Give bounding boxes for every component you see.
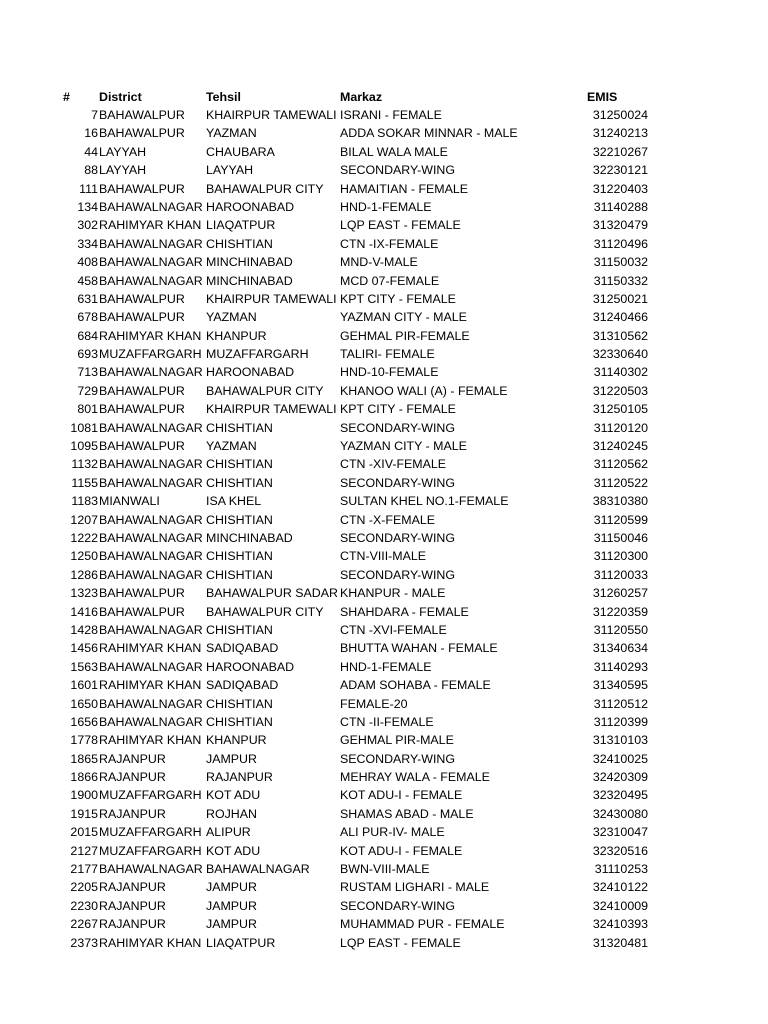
cell-emis: 31220503 bbox=[592, 383, 648, 398]
cell-number: 1915 bbox=[70, 806, 98, 821]
cell-district: MUZAFFARGARH bbox=[99, 347, 202, 362]
cell-markaz: SHAHDARA - FEMALE bbox=[340, 604, 469, 619]
cell-tehsil: KHAIRPUR TAMEWALI bbox=[206, 108, 337, 122]
cell-emis: 32330640 bbox=[592, 347, 648, 362]
table-row bbox=[0, 180, 768, 198]
cell-district: RAHIMYAR KHAN bbox=[99, 935, 202, 950]
table-row bbox=[0, 915, 768, 933]
cell-tehsil: HAROONABAD bbox=[206, 365, 295, 380]
cell-emis: 31120033 bbox=[593, 567, 648, 582]
cell-tehsil: YAZMAN bbox=[206, 126, 257, 141]
cell-markaz: FEMALE-20 bbox=[340, 696, 408, 711]
cell-markaz: KOT ADU-I - FEMALE bbox=[340, 843, 463, 858]
cell-markaz: SECONDARY-WING bbox=[340, 475, 455, 490]
table-row bbox=[0, 768, 768, 786]
cell-number: 2127 bbox=[70, 843, 98, 858]
table-row bbox=[0, 805, 768, 823]
cell-emis: 31110253 bbox=[594, 862, 648, 877]
cell-district: RAJANPUR bbox=[99, 751, 166, 766]
cell-markaz: SECONDARY-WING bbox=[340, 530, 455, 545]
cell-district: RAHIMYAR KHAN bbox=[99, 678, 202, 693]
cell-emis: 31120399 bbox=[593, 714, 648, 729]
cell-number: 2177 bbox=[70, 862, 98, 877]
table-row bbox=[0, 400, 768, 418]
cell-markaz: MCD 07-FEMALE bbox=[340, 273, 440, 288]
cell-emis: 32410122 bbox=[592, 880, 648, 895]
table-row bbox=[0, 658, 768, 676]
cell-tehsil: KOT ADU bbox=[206, 788, 261, 803]
table-body bbox=[0, 106, 768, 952]
table-row bbox=[0, 713, 768, 731]
cell-emis: 31120550 bbox=[593, 622, 648, 637]
cell-markaz: HND-1-FEMALE bbox=[340, 659, 432, 674]
table-row bbox=[0, 566, 768, 584]
table-row bbox=[0, 621, 768, 639]
cell-emis: 31120120 bbox=[593, 420, 648, 435]
cell-markaz: SECONDARY-WING bbox=[340, 163, 455, 178]
cell-markaz: KPT CITY - FEMALE bbox=[340, 402, 456, 417]
cell-emis: 31240245 bbox=[592, 439, 648, 454]
cell-markaz: YAZMAN CITY - MALE bbox=[340, 310, 467, 325]
cell-district: MUZAFFARGARH bbox=[99, 843, 202, 858]
cell-markaz: SECONDARY-WING bbox=[340, 898, 455, 913]
table-row bbox=[0, 363, 768, 381]
cell-tehsil: CHISHTIAN bbox=[206, 622, 273, 637]
cell-markaz: HND-10-FEMALE bbox=[340, 365, 439, 380]
cell-emis: 31120562 bbox=[593, 457, 648, 472]
cell-district: RAHIMYAR KHAN bbox=[99, 328, 202, 343]
cell-markaz: ADDA SOKAR MINNAR - MALE bbox=[340, 126, 518, 141]
cell-number: 713 bbox=[77, 365, 98, 380]
cell-number: 2015 bbox=[70, 825, 98, 840]
cell-tehsil: BAHAWALPUR CITY bbox=[206, 181, 324, 196]
cell-markaz: BWN-VIII-MALE bbox=[340, 862, 430, 877]
cell-emis: 31150332 bbox=[593, 273, 648, 288]
cell-tehsil: JAMPUR bbox=[206, 917, 257, 932]
cell-emis: 31250021 bbox=[592, 291, 648, 306]
table-row bbox=[0, 695, 768, 713]
cell-district: RAHIMYAR KHAN bbox=[99, 641, 202, 656]
cell-tehsil: SADIQABAD bbox=[206, 641, 279, 656]
cell-markaz: MEHRAY WALA - FEMALE bbox=[340, 770, 490, 785]
table-row bbox=[0, 106, 768, 124]
cell-markaz: MND-V-MALE bbox=[340, 255, 418, 270]
header-tehsil: Tehsil bbox=[206, 90, 241, 104]
cell-emis: 32320495 bbox=[592, 788, 648, 803]
cell-district: BAHAWALNAGAR bbox=[99, 420, 203, 435]
cell-emis: 31140293 bbox=[593, 659, 648, 674]
cell-emis: 31260257 bbox=[592, 586, 648, 601]
cell-tehsil: KOT ADU bbox=[206, 843, 261, 858]
cell-markaz: ALI PUR-IV- MALE bbox=[340, 825, 445, 840]
cell-district: BAHAWALPUR bbox=[99, 291, 185, 306]
table-row bbox=[0, 897, 768, 915]
cell-markaz: CTN -XVI-FEMALE bbox=[340, 622, 447, 637]
cell-tehsil: MINCHINABAD bbox=[206, 530, 293, 545]
cell-number: 302 bbox=[77, 218, 98, 233]
cell-emis: 31120512 bbox=[593, 696, 648, 711]
cell-tehsil: MUZAFFARGARH bbox=[206, 347, 309, 362]
cell-markaz: CTN -XIV-FEMALE bbox=[340, 457, 447, 472]
cell-markaz: GEHMAL PIR-MALE bbox=[340, 733, 454, 748]
table-row bbox=[0, 419, 768, 437]
table-row bbox=[0, 529, 768, 547]
cell-district: BAHAWALPUR bbox=[99, 108, 185, 122]
cell-number: 1656 bbox=[70, 714, 98, 729]
cell-tehsil: CHISHTIAN bbox=[206, 696, 273, 711]
cell-district: BAHAWALNAGAR bbox=[99, 457, 203, 472]
cell-markaz: SECONDARY-WING bbox=[340, 751, 455, 766]
cell-tehsil: RAJANPUR bbox=[206, 770, 273, 785]
cell-emis: 32230121 bbox=[592, 163, 648, 178]
cell-markaz: KHANOO WALI (A) - FEMALE bbox=[340, 383, 508, 398]
cell-district: BAHAWALNAGAR bbox=[99, 714, 203, 729]
table-row bbox=[0, 198, 768, 216]
cell-district: LAYYAH bbox=[99, 144, 147, 159]
cell-emis: 31310562 bbox=[592, 328, 648, 343]
cell-number: 1428 bbox=[70, 622, 98, 637]
cell-district: LAYYAH bbox=[99, 163, 147, 178]
table-row bbox=[0, 492, 768, 510]
cell-number: 16 bbox=[84, 126, 98, 141]
table-row bbox=[0, 455, 768, 473]
cell-district: BAHAWALNAGAR bbox=[99, 255, 203, 270]
cell-emis: 31220403 bbox=[592, 181, 648, 196]
cell-number: 111 bbox=[79, 181, 98, 196]
cell-number: 1222 bbox=[70, 530, 98, 545]
cell-number: 1155 bbox=[71, 475, 98, 490]
cell-district: BAHAWALPUR bbox=[99, 439, 185, 454]
cell-district: BAHAWALPUR bbox=[99, 604, 185, 619]
cell-district: BAHAWALNAGAR bbox=[99, 365, 203, 380]
cell-markaz: BILAL WALA MALE bbox=[340, 144, 448, 159]
cell-emis: 31120599 bbox=[593, 512, 648, 527]
cell-number: 678 bbox=[77, 310, 98, 325]
cell-district: MUZAFFARGARH bbox=[99, 825, 202, 840]
header-district: District bbox=[99, 90, 142, 104]
cell-emis: 31140288 bbox=[593, 199, 648, 214]
cell-number: 408 bbox=[77, 255, 98, 270]
cell-emis: 32410025 bbox=[592, 751, 648, 766]
cell-district: BAHAWALNAGAR bbox=[99, 862, 203, 877]
table-row bbox=[0, 511, 768, 529]
cell-number: 1081 bbox=[70, 420, 98, 435]
table-row bbox=[0, 860, 768, 878]
header-number: # bbox=[63, 90, 70, 104]
cell-district: BAHAWALNAGAR bbox=[99, 199, 203, 214]
cell-tehsil: CHISHTIAN bbox=[206, 567, 273, 582]
cell-number: 1416 bbox=[70, 604, 98, 619]
cell-district: MUZAFFARGARH bbox=[99, 788, 202, 803]
cell-number: 1456 bbox=[70, 641, 98, 656]
table-row bbox=[0, 842, 768, 860]
cell-number: 1095 bbox=[70, 439, 98, 454]
cell-markaz: CTN -X-FEMALE bbox=[340, 512, 435, 527]
cell-number: 684 bbox=[77, 328, 98, 343]
table-row bbox=[0, 639, 768, 657]
cell-emis: 32210267 bbox=[592, 144, 648, 159]
table-row bbox=[0, 437, 768, 455]
table-row bbox=[0, 161, 768, 179]
cell-emis: 31320481 bbox=[592, 935, 648, 950]
cell-district: RAJANPUR bbox=[99, 806, 166, 821]
cell-markaz: ADAM SOHABA - FEMALE bbox=[340, 678, 491, 693]
cell-number: 1183 bbox=[71, 494, 98, 509]
table-row bbox=[0, 124, 768, 142]
cell-district: RAJANPUR bbox=[99, 880, 166, 895]
cell-tehsil: HAROONABAD bbox=[206, 659, 295, 674]
cell-district: BAHAWALNAGAR bbox=[99, 622, 203, 637]
table-row bbox=[0, 216, 768, 234]
cell-district: BAHAWALNAGAR bbox=[99, 236, 203, 251]
cell-district: BAHAWALPUR bbox=[99, 181, 185, 196]
cell-tehsil: ISA KHEL bbox=[206, 494, 262, 509]
cell-number: 1323 bbox=[70, 586, 98, 601]
cell-number: 134 bbox=[77, 199, 98, 214]
cell-emis: 31120300 bbox=[593, 549, 648, 564]
cell-emis: 31340634 bbox=[592, 641, 648, 656]
cell-emis: 31150032 bbox=[593, 255, 648, 270]
cell-tehsil: YAZMAN bbox=[206, 310, 257, 325]
cell-tehsil: MINCHINABAD bbox=[206, 255, 293, 270]
cell-markaz: CTN -IX-FEMALE bbox=[340, 236, 439, 251]
cell-markaz: KHANPUR - MALE bbox=[340, 586, 446, 601]
cell-district: BAHAWALPUR bbox=[99, 126, 185, 141]
cell-emis: 31310103 bbox=[592, 733, 648, 748]
table-row bbox=[0, 474, 768, 492]
cell-markaz: GEHMAL PIR-FEMALE bbox=[340, 328, 470, 343]
cell-tehsil: YAZMAN bbox=[206, 439, 257, 454]
cell-number: 1132 bbox=[71, 457, 98, 472]
cell-emis: 31120496 bbox=[593, 236, 648, 251]
cell-number: 1207 bbox=[70, 512, 98, 527]
cell-district: BAHAWALPUR bbox=[99, 402, 185, 417]
table-row bbox=[0, 327, 768, 345]
cell-district: BAHAWALNAGAR bbox=[99, 567, 203, 582]
cell-district: BAHAWALPUR bbox=[99, 586, 185, 601]
cell-tehsil: KHANPUR bbox=[206, 733, 267, 748]
cell-markaz: LQP EAST - FEMALE bbox=[340, 935, 461, 950]
cell-emis: 32410393 bbox=[592, 917, 648, 932]
cell-tehsil: BAHAWALPUR CITY bbox=[206, 383, 324, 398]
cell-number: 693 bbox=[77, 347, 98, 362]
table-row bbox=[0, 676, 768, 694]
cell-markaz: CTN-VIII-MALE bbox=[340, 549, 427, 564]
cell-markaz: SECONDARY-WING bbox=[340, 420, 455, 435]
table-row bbox=[0, 143, 768, 161]
cell-emis: 32420309 bbox=[592, 770, 648, 785]
cell-number: 1286 bbox=[70, 567, 98, 582]
cell-emis: 31320479 bbox=[592, 218, 648, 233]
table-row bbox=[0, 750, 768, 768]
cell-tehsil: HAROONABAD bbox=[206, 199, 295, 214]
cell-number: 7 bbox=[91, 108, 98, 122]
cell-district: BAHAWALNAGAR bbox=[99, 512, 203, 527]
cell-tehsil: CHISHTIAN bbox=[206, 549, 273, 564]
cell-tehsil: KHAIRPUR TAMEWALI bbox=[206, 402, 337, 417]
cell-markaz: BHUTTA WAHAN - FEMALE bbox=[340, 641, 498, 656]
cell-number: 631 bbox=[77, 291, 98, 306]
cell-district: BAHAWALPUR bbox=[99, 383, 185, 398]
table-header-row bbox=[0, 88, 768, 106]
cell-markaz: SULTAN KHEL NO.1-FEMALE bbox=[340, 494, 509, 509]
cell-tehsil: CHISHTIAN bbox=[206, 457, 273, 472]
cell-tehsil: ALIPUR bbox=[206, 825, 251, 840]
cell-emis: 32320516 bbox=[592, 843, 648, 858]
cell-markaz: SECONDARY-WING bbox=[340, 567, 455, 582]
table-row bbox=[0, 382, 768, 400]
table-row bbox=[0, 934, 768, 952]
cell-emis: 31250024 bbox=[592, 108, 648, 122]
cell-tehsil: JAMPUR bbox=[206, 751, 257, 766]
cell-tehsil: CHISHTIAN bbox=[206, 420, 273, 435]
cell-tehsil: CHISHTIAN bbox=[206, 512, 273, 527]
cell-district: RAJANPUR bbox=[99, 917, 166, 932]
cell-markaz: MUHAMMAD PUR - FEMALE bbox=[340, 917, 505, 932]
table-row bbox=[0, 584, 768, 602]
cell-district: RAHIMYAR KHAN bbox=[99, 218, 202, 233]
table-row bbox=[0, 308, 768, 326]
cell-tehsil: LIAQATPUR bbox=[206, 218, 276, 233]
cell-emis: 38310380 bbox=[592, 494, 648, 509]
cell-number: 2230 bbox=[70, 898, 98, 913]
cell-tehsil: CHISHTIAN bbox=[206, 236, 273, 251]
cell-emis: 31250105 bbox=[592, 402, 648, 417]
table-row bbox=[0, 878, 768, 896]
cell-number: 44 bbox=[84, 144, 98, 159]
cell-tehsil: KHANPUR bbox=[206, 328, 267, 343]
cell-district: RAJANPUR bbox=[99, 898, 166, 913]
header-emis: EMIS bbox=[587, 90, 618, 104]
cell-tehsil: ROJHAN bbox=[206, 806, 257, 821]
cell-emis: 32430080 bbox=[592, 806, 648, 821]
cell-markaz: CTN -II-FEMALE bbox=[340, 714, 434, 729]
cell-district: BAHAWALNAGAR bbox=[99, 530, 203, 545]
cell-tehsil: LIAQATPUR bbox=[206, 935, 276, 950]
table-row bbox=[0, 603, 768, 621]
cell-number: 88 bbox=[84, 163, 98, 178]
cell-number: 1250 bbox=[70, 549, 98, 564]
cell-number: 1865 bbox=[70, 751, 98, 766]
table-row bbox=[0, 823, 768, 841]
cell-tehsil: BAHAWALPUR SADAR bbox=[206, 586, 338, 601]
cell-district: BAHAWALNAGAR bbox=[99, 549, 203, 564]
table-row bbox=[0, 547, 768, 565]
cell-district: BAHAWALNAGAR bbox=[99, 475, 203, 490]
cell-number: 801 bbox=[77, 402, 98, 417]
cell-emis: 31240213 bbox=[592, 126, 648, 141]
cell-markaz: KOT ADU-I - FEMALE bbox=[340, 788, 463, 803]
cell-district: BAHAWALNAGAR bbox=[99, 696, 203, 711]
cell-number: 1601 bbox=[70, 678, 98, 693]
table-row bbox=[0, 786, 768, 804]
table-row bbox=[0, 253, 768, 271]
spreadsheet-table bbox=[0, 88, 768, 952]
cell-markaz: SHAMAS ABAD - MALE bbox=[340, 806, 474, 821]
cell-emis: 31340595 bbox=[592, 678, 648, 693]
cell-tehsil: SADIQABAD bbox=[206, 678, 279, 693]
cell-markaz: HAMAITIAN - FEMALE bbox=[340, 181, 469, 196]
cell-tehsil: KHAIRPUR TAMEWALI bbox=[206, 291, 337, 306]
cell-number: 2267 bbox=[70, 917, 98, 932]
table-row bbox=[0, 290, 768, 308]
cell-markaz: HND-1-FEMALE bbox=[340, 199, 432, 214]
cell-district: BAHAWALPUR bbox=[99, 310, 185, 325]
table-row bbox=[0, 272, 768, 290]
cell-emis: 31140302 bbox=[593, 365, 648, 380]
cell-emis: 32310047 bbox=[592, 825, 648, 840]
cell-tehsil: CHISHTIAN bbox=[206, 475, 273, 490]
table-row bbox=[0, 731, 768, 749]
cell-emis: 31150046 bbox=[593, 530, 648, 545]
cell-markaz: RUSTAM LIGHARI - MALE bbox=[340, 880, 490, 895]
cell-district: RAHIMYAR KHAN bbox=[99, 733, 202, 748]
cell-markaz: LQP EAST - FEMALE bbox=[340, 218, 461, 233]
cell-number: 1778 bbox=[70, 733, 98, 748]
header-markaz: Markaz bbox=[340, 90, 383, 104]
cell-markaz: TALIRI- FEMALE bbox=[340, 347, 435, 362]
cell-tehsil: BAHAWALNAGAR bbox=[206, 862, 310, 877]
cell-district: MIANWALI bbox=[99, 494, 160, 509]
cell-number: 1866 bbox=[70, 770, 98, 785]
cell-number: 1900 bbox=[70, 788, 98, 803]
cell-number: 1650 bbox=[70, 696, 98, 711]
cell-tehsil: MINCHINABAD bbox=[206, 273, 293, 288]
cell-tehsil: BAHAWALPUR CITY bbox=[206, 604, 324, 619]
cell-tehsil: LAYYAH bbox=[206, 163, 254, 178]
cell-markaz: ISRANI - FEMALE bbox=[340, 108, 442, 122]
cell-district: RAJANPUR bbox=[99, 770, 166, 785]
cell-markaz: KPT CITY - FEMALE bbox=[340, 291, 456, 306]
table-row bbox=[0, 345, 768, 363]
cell-emis: 31120522 bbox=[593, 475, 648, 490]
cell-tehsil: JAMPUR bbox=[206, 880, 257, 895]
cell-emis: 32410009 bbox=[592, 898, 648, 913]
cell-number: 1563 bbox=[70, 659, 98, 674]
cell-district: BAHAWALNAGAR bbox=[99, 659, 203, 674]
cell-number: 2373 bbox=[70, 935, 98, 950]
cell-emis: 31220359 bbox=[592, 604, 648, 619]
cell-markaz: YAZMAN CITY - MALE bbox=[340, 439, 467, 454]
cell-tehsil: CHISHTIAN bbox=[206, 714, 273, 729]
cell-number: 458 bbox=[77, 273, 98, 288]
cell-number: 729 bbox=[77, 383, 98, 398]
table-row bbox=[0, 235, 768, 253]
cell-tehsil: JAMPUR bbox=[206, 898, 257, 913]
cell-emis: 31240466 bbox=[592, 310, 648, 325]
cell-number: 334 bbox=[77, 236, 98, 251]
cell-number: 2205 bbox=[70, 880, 98, 895]
cell-district: BAHAWALNAGAR bbox=[99, 273, 203, 288]
cell-tehsil: CHAUBARA bbox=[206, 144, 275, 159]
